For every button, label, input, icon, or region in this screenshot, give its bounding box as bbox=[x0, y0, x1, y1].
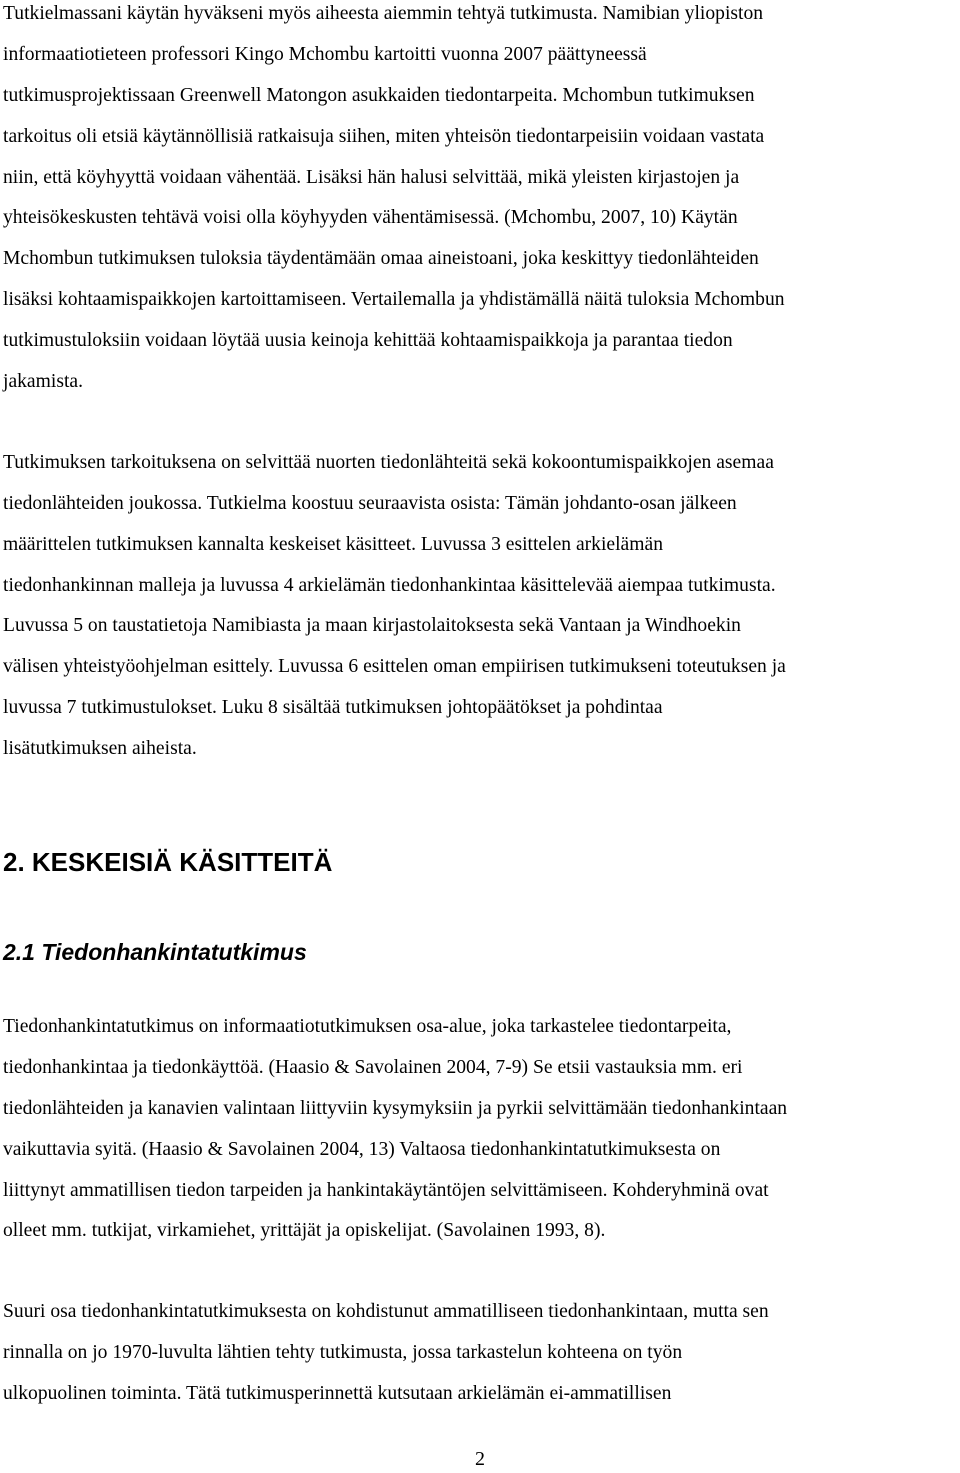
text-line: yhteisökeskusten tehtävä voisi olla köyhyyden vähentämisessä. (Mchombu, 2007, 10) Käytän bbox=[3, 207, 738, 229]
text-line: määrittelen tutkimuksen kannalta keskeiset käsitteet. Luvussa 3 esittelen arkielämän bbox=[3, 533, 663, 555]
chapter-heading: 2. KESKEISIÄ KÄSITTEITÄ bbox=[3, 847, 333, 878]
text-line: tiedonlähteiden joukossa. Tutkielma koostuu seuraavista osista: Tämän johdanto-osan jälkeen bbox=[3, 492, 737, 514]
section-spacer bbox=[3, 972, 959, 1007]
text-line: lisäksi kohtaamispaikkojen kartoittamiseen. Vertailemalla ja yhdistämällä näitä tuloksia Mchombun bbox=[3, 289, 785, 311]
text-line: olleet mm. tutkijat, virkamiehet, yrittäjät ja opiskelijat. (Savolainen 1993, 8). bbox=[3, 1220, 606, 1242]
text-line: Tutkimuksen tarkoituksena on selvittää nuorten tiedonlähteitä sekä kokoontumispaikkojen asemaa bbox=[3, 451, 774, 473]
text-line: tiedonhankinnan malleja ja luvussa 4 arkielämän tiedonhankintaa käsittelevää aiempaa tutkimusta. bbox=[3, 574, 776, 596]
text-line: luvussa 7 tutkimustulokset. Luku 8 sisältää tutkimuksen johtopäätökset ja pohdintaa bbox=[3, 697, 663, 719]
text-line: Mchombun tutkimuksen tuloksia täydentämään omaa aineistoani, joka keskittyy tiedonlähteiden bbox=[3, 248, 759, 270]
document-page bbox=[3, 0, 959, 1415]
text-line: Luvussa 5 on taustatietoja Namibiasta ja maan kirjastolaitoksesta sekä Vantaan ja Windhoekin bbox=[3, 615, 741, 637]
paragraph-thesis-structure bbox=[3, 443, 959, 770]
text-line: lisätutkimuksen aiheista. bbox=[3, 738, 197, 760]
text-line: tiedonlähteiden ja kanavien valintaan liittyviin kysymyksiin ja pyrkii selvittämään tiedonhankintaan bbox=[3, 1097, 788, 1119]
text-line: niin, että köyhyyttä voidaan vähentää. Lisäksi hän halusi selvittää, mikä yleisten kirjastojen ja bbox=[3, 166, 740, 188]
paragraph-intro-mchombu bbox=[3, 0, 959, 403]
section-heading: 2.1 Tiedonhankintatutkimus bbox=[3, 939, 307, 966]
text-line: tarkoitus oli etsiä käytännöllisiä ratkaisuja siihen, miten yhteisön tiedontarpeisiin voidaan vastata bbox=[3, 125, 765, 147]
page-number: 2 bbox=[475, 1448, 485, 1470]
text-line: rinnalla on jo 1970-luvulta lähtien tehty tutkimusta, jossa tarkastelun kohteena on työn bbox=[3, 1342, 683, 1364]
text-line: informaatiotieteen professori Kingo Mchombu kartoitti vuonna 2007 päättyneessä bbox=[3, 43, 647, 65]
text-line: tutkimustuloksiin voidaan löytää uusia keinoja kehittää kohtaamispaikkoja ja parantaa tiedon bbox=[3, 330, 733, 352]
text-line: välisen yhteistyöohjelman esittely. Luvussa 6 esittelen oman empiirisen tutkimukseni toteutuksen ja bbox=[3, 656, 786, 678]
text-line: tutkimusprojektissaan Greenwell Matongon asukkaiden tiedontarpeita. Mchombun tutkimuksen bbox=[3, 84, 755, 106]
paragraph-information-seeking bbox=[3, 1007, 959, 1252]
text-line: Tiedonhankintatutkimus on informaatiotutkimuksen osa-alue, joka tarkastelee tiedontarpeita, bbox=[3, 1016, 732, 1038]
paragraph-spacer bbox=[3, 403, 959, 443]
section-spacer bbox=[3, 882, 959, 932]
paragraph-spacer bbox=[3, 1252, 959, 1292]
text-line: jakamista. bbox=[3, 371, 83, 393]
paragraph-everyday-life bbox=[3, 1292, 959, 1415]
text-line: ulkopuolinen toiminta. Tätä tutkimusperinnettä kutsutaan arkielämän ei-ammatillisen bbox=[3, 1383, 672, 1405]
text-line: Tutkielmassani käytän hyväkseni myös aiheesta aiemmin tehtyä tutkimusta. Namibian yliopiston bbox=[3, 3, 764, 24]
text-line: liittynyt ammatillisen tiedon tarpeiden ja hankintakäytäntöjen selvittämiseen. Kohderyhminä ovat bbox=[3, 1179, 769, 1201]
text-line: Suuri osa tiedonhankintatutkimuksesta on kohdistunut ammatilliseen tiedonhankintaan, mutta sen bbox=[3, 1301, 769, 1323]
text-line: vaikuttavia syitä. (Haasio & Savolainen 2004, 13) Valtaosa tiedonhankintatutkimuksesta on bbox=[3, 1138, 721, 1160]
section-spacer bbox=[3, 770, 959, 842]
text-line: tiedonhankintaa ja tiedonkäyttöä. (Haasio & Savolainen 2004, 7-9) Se etsii vastauksia mm. eri bbox=[3, 1056, 743, 1078]
